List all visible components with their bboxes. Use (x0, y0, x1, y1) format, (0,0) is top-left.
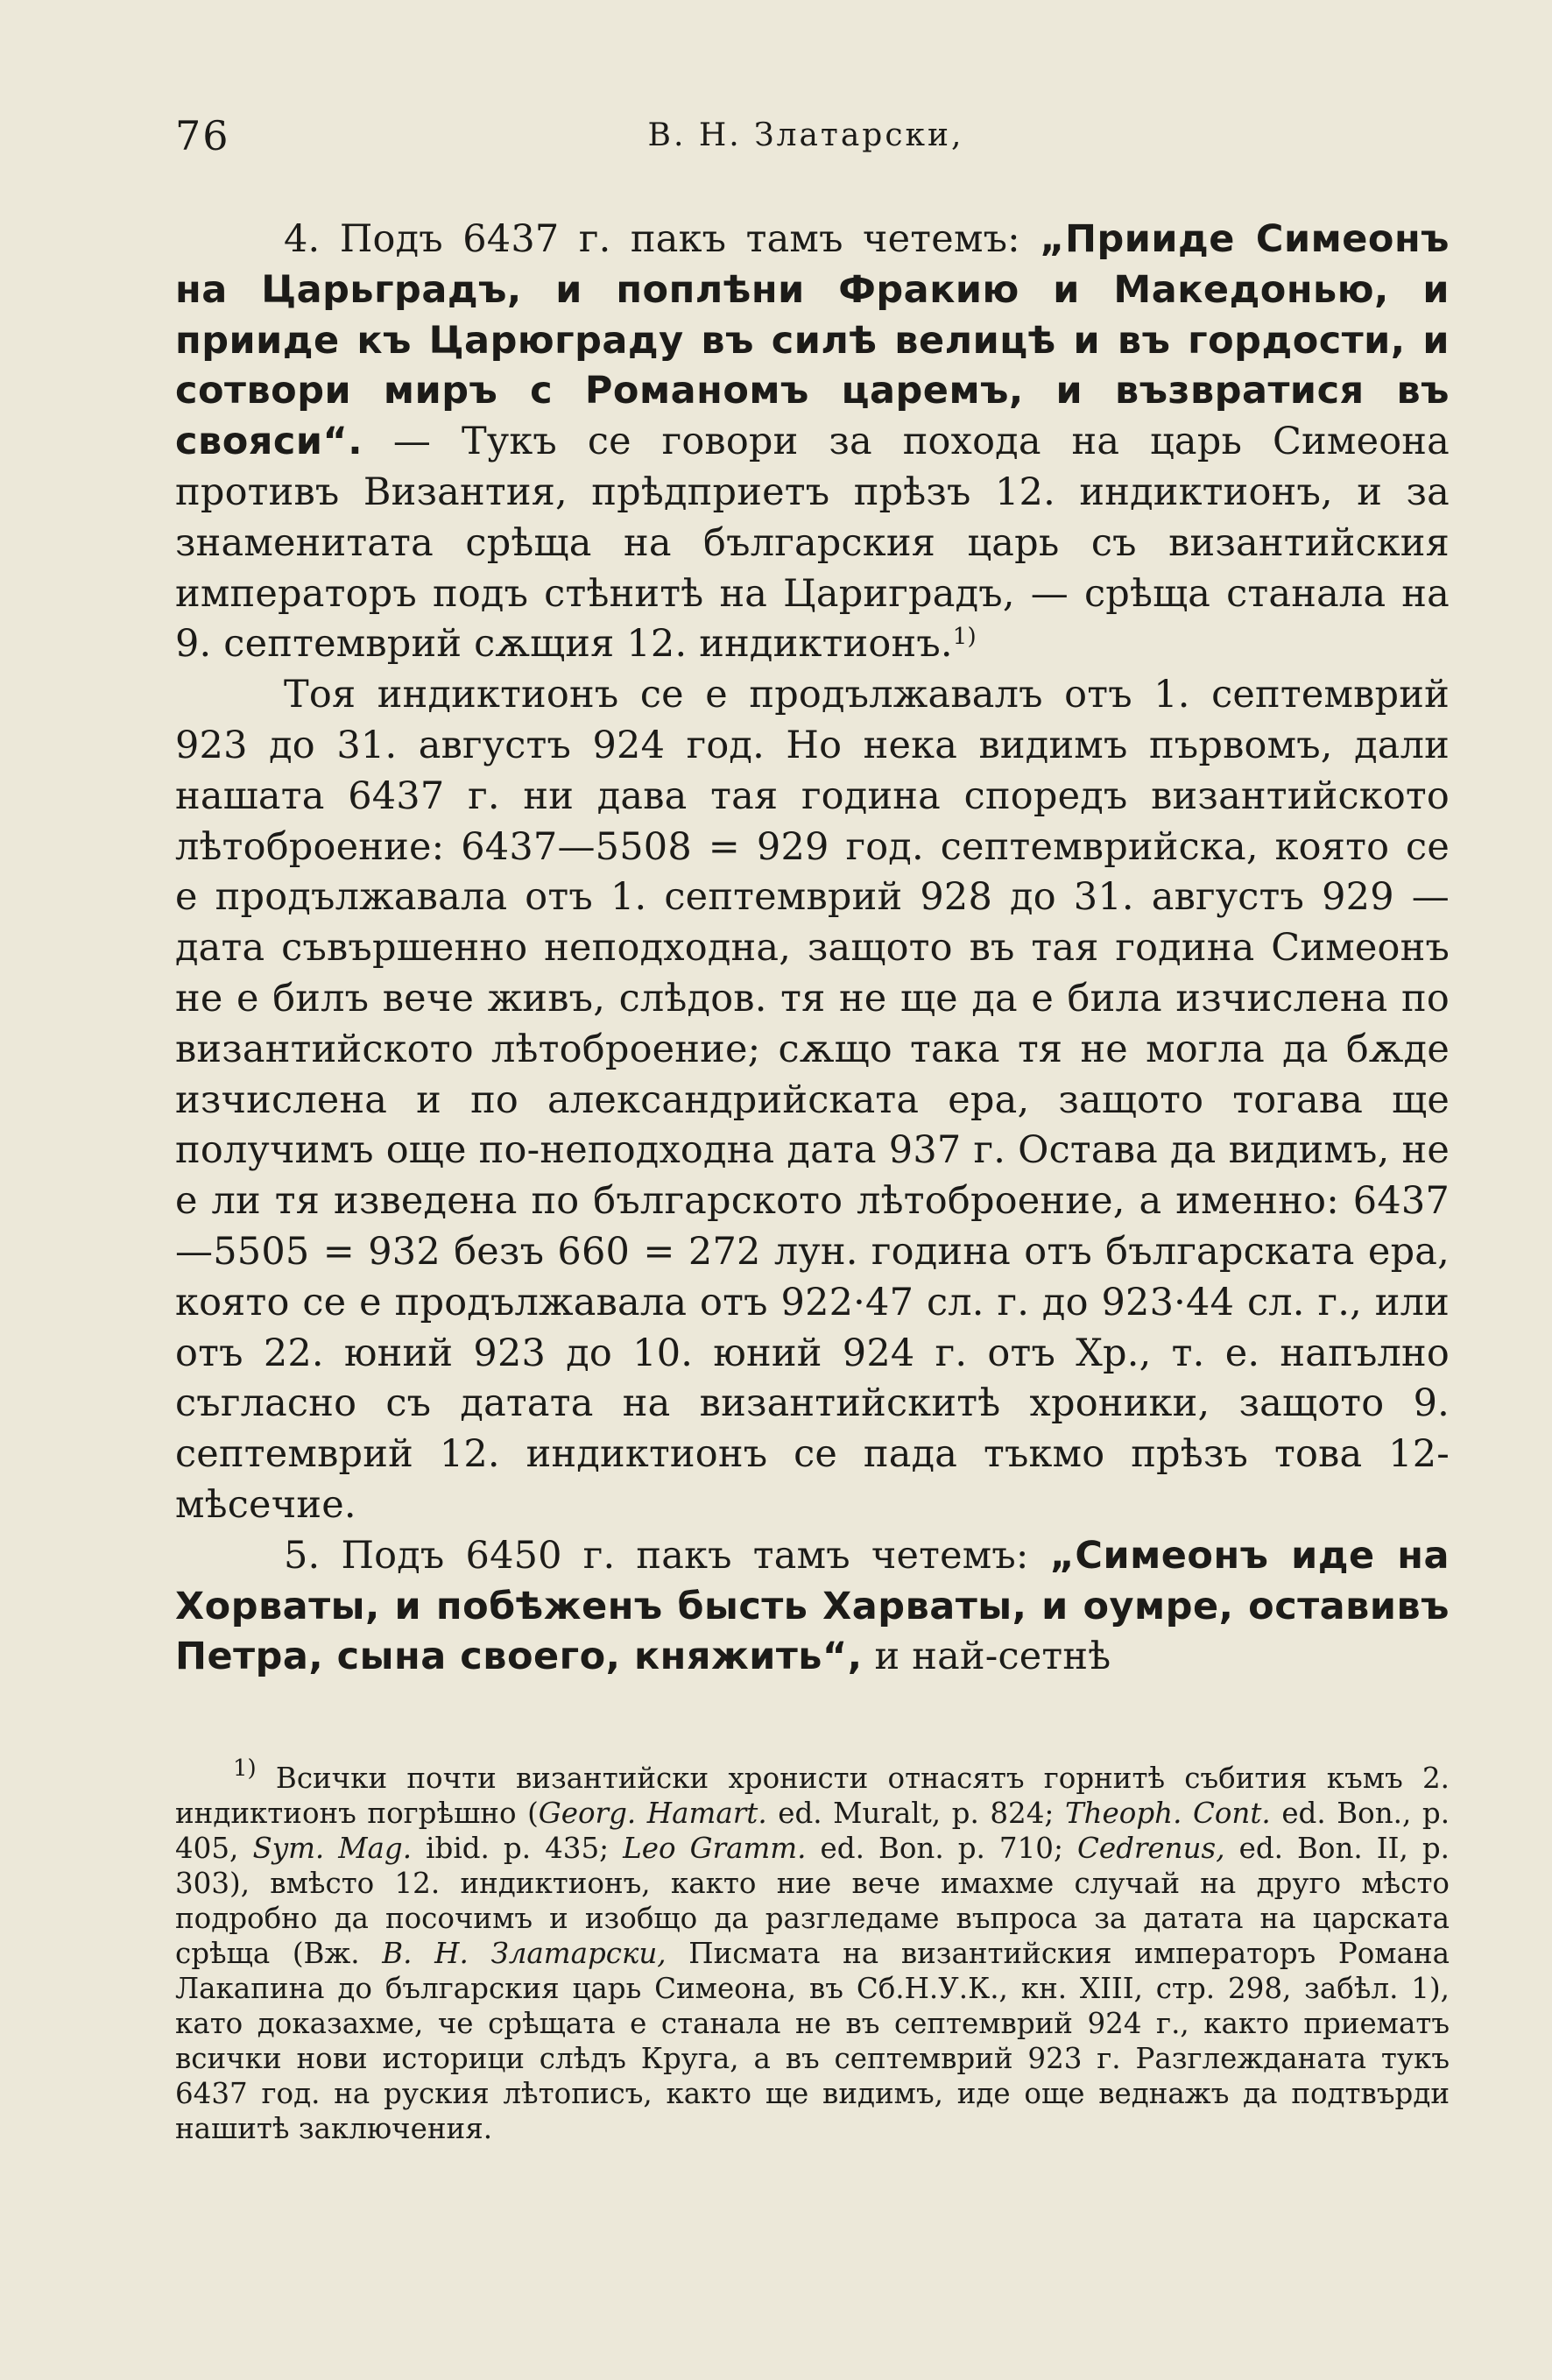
running-head: В. Н. Златарски, (647, 117, 964, 153)
footnote-marker: 1) (233, 1755, 257, 1782)
section-4-lead: 4. Подъ 6437 г. пакъ тамъ четемъ: (284, 217, 1041, 261)
footnote-citation: Cedrenus, (1076, 1832, 1225, 1865)
footnote-text: Писмата на византийския императоръ Романа Лакапина до българския царь Симеона, въ Сб.Н.У.К., кн. XIII, стр. 298, забѣл. 1), като доказахме, че срѣщата е станала не въ септемврий 924 г., както приематъ всички нови историци слѣдъ Круга, а въ септемврий 923 г. Разглежданата тукъ 6437 год. на руския лѣтописъ, както ще видимъ, иде още веднажъ да подтвърди нашитѣ заключения. (175, 1937, 1450, 2145)
main-text (175, 215, 1450, 1683)
page-number: 76 (175, 112, 230, 159)
footnote-text: ed. Muralt, p. 824; (766, 1797, 1065, 1830)
footnote-citation: Sym. Mag. (252, 1832, 413, 1865)
footnotes (175, 1755, 1450, 2146)
footnote-text: ed. Bon. p. 710; (806, 1832, 1077, 1865)
footnote-author: В. Н. Златарски, (382, 1937, 667, 1970)
section-4-chronicle-quote: „Прииде Симеонъ на Царьградъ, и поплѣни Фракию и Македонью, и прииде къ Царюграду въ силѣ велицѣ и въ гордости, и сотвори миръ с Романомъ царемъ, и възвратися въ свояси“. (175, 217, 1450, 464)
paragraph-indiction-calculation: Тоя индиктионъ се е продължавалъ отъ 1. септемврий 923 до 31. августъ 924 год. Но нека видимъ първомъ, дали нашата 6437 г. ни дава тая година споредъ византийското лѣтоброение: 6437—5508 = 929 год. септемврийска, която се е продължавала отъ 1. септемврий 928 до 31. августъ 929 — дата съвършенно неподходна, защото въ тая година Симеонъ не е билъ вече живъ, слѣдов. тя не ще да е била изчислена по византийското лѣтоброение; сѫщо така тя не могла да бѫде изчислена и по александрийската ера, защото тогава ще получимъ още по-неподходна дата 937 г. Остава да видимъ, не е ли тя изведена по българското лѣтоброение, а именно: 6437—5505 = 932 безъ 660 = 272 лун. година отъ българската ера, която се е продължавала отъ 922·47 сл. г. до 923·44 сл. г., или отъ 22. юний 923 до 10. юний 924 г. отъ Хр., т. е. напълно съгласно съ датата на византийскитѣ хроники, защото 9. септемврий 12. индиктионъ се пада тъкмо прѣзъ това 12-мѣсечие. (175, 673, 1450, 1527)
footnote-citation: Theoph. Cont. (1064, 1797, 1271, 1830)
paragraph-section-5 (175, 1531, 1450, 1683)
footnote-citation: Leo Gramm. (623, 1832, 807, 1865)
footnote-1 (175, 1755, 1450, 2146)
paragraph-section-4 (175, 215, 1450, 670)
section-5-text: и най-сетнѣ (862, 1635, 1111, 1679)
footnote-text: ed. Bon., p. 405, (175, 1797, 1450, 1865)
footnote-text: ibid. p. 435; (412, 1832, 624, 1865)
footnote-text: Всички почти византийски хронисти отнасятъ горнитѣ събития къмъ 2. индиктионъ погрѣшно ( (175, 1762, 1450, 1830)
section-4-text: — Тукъ се говори за похода на царь Симеона противъ Византия, прѣдприетъ прѣзъ 12. индиктионъ, и за знаменитата срѣща на българския царь съ византийския императоръ подъ стѣнитѣ на Цариградъ, — срѣща станала на 9. септемврий сѫщия 12. индиктионъ. (175, 420, 1450, 667)
section-5-chronicle-quote: „Симеонъ иде на Хорваты, и побѣженъ бысть Харваты, и оумре, оставивъ Петра, сына своего, княжить“, (175, 1533, 1450, 1679)
footnote-reference: 1) (952, 624, 977, 651)
footnote-citation: Georg. Hamart. (538, 1797, 767, 1830)
section-5-lead: 5. Подъ 6450 г. пакъ тамъ четемъ: (284, 1533, 1050, 1578)
page-header (175, 112, 1436, 165)
footnote-text: ed. Bon. II, p. 303), вмѣсто 12. индиктионъ, както ние вече имахме случай на друго мѣсто подробно да посочимъ и изобщо да разгледаме въпроса за датата на царската срѣща (Вж. (175, 1832, 1450, 1970)
